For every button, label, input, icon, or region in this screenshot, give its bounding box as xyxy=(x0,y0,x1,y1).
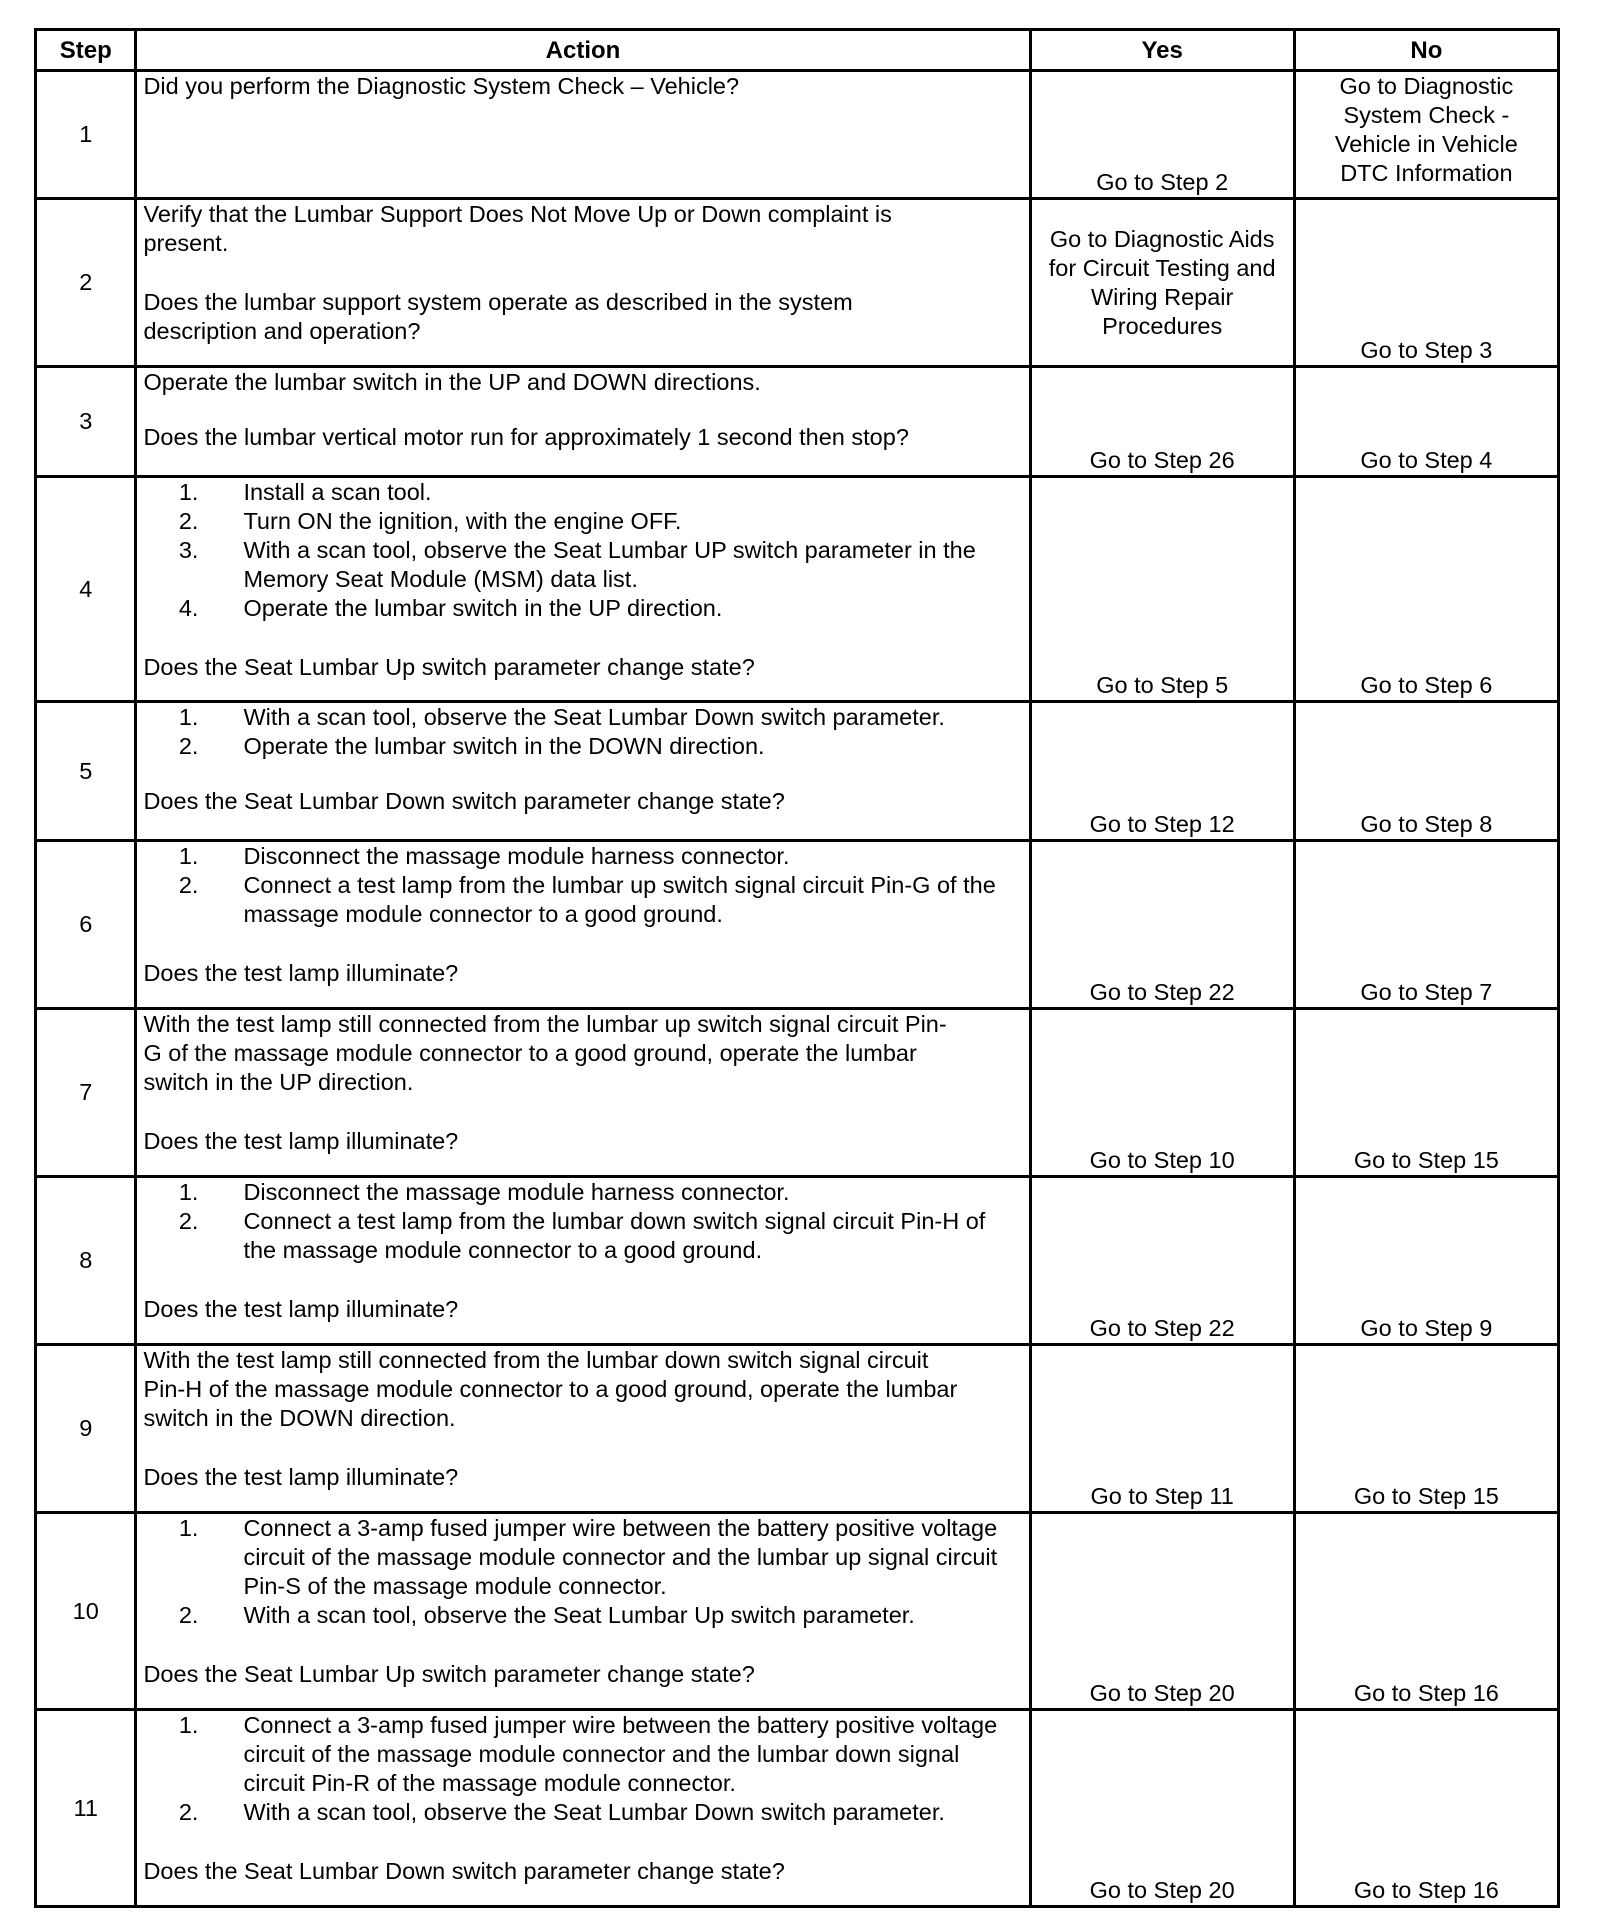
header-yes: Yes xyxy=(1030,30,1294,71)
table-row xyxy=(36,367,1559,477)
no-cell xyxy=(1294,702,1558,841)
yes-cell xyxy=(1030,1177,1294,1345)
list-item-text: With a scan tool, observe the Seat Lumbar UP switch parameter in the Memory Seat Module (MSM) data list. xyxy=(243,537,976,592)
list-item-text: With a scan tool, observe the Seat Lumbar Up switch parameter. xyxy=(243,1602,915,1628)
step-number: 10 xyxy=(36,1513,136,1710)
question xyxy=(143,959,1022,988)
text-line: switch in the UP direction. xyxy=(143,1069,414,1095)
text-line: System Check - xyxy=(1343,102,1510,128)
text-line: Go to Diagnostic Aids xyxy=(1049,225,1275,252)
yes-cell xyxy=(1030,1513,1294,1710)
list-item xyxy=(143,703,1022,732)
list-item-text: Install a scan tool. xyxy=(243,479,432,505)
text-line: Go to Step 11 xyxy=(1090,1483,1234,1509)
question xyxy=(143,1660,1022,1689)
text-line: Verify that the Lumbar Support Does Not Move Up or Down complaint is xyxy=(143,201,892,227)
text-line: description and operation? xyxy=(143,318,421,344)
no-cell xyxy=(1294,1177,1558,1345)
action-cell xyxy=(136,367,1030,477)
question xyxy=(143,653,1022,682)
text-line: for Circuit Testing and xyxy=(1048,254,1276,281)
list-item-number: 2. xyxy=(178,872,199,898)
list-item xyxy=(143,507,1022,536)
diagnostic-table xyxy=(34,28,1560,1908)
table-row xyxy=(36,71,1559,199)
header-step: Step xyxy=(36,30,136,71)
text-line: Go to Step 20 xyxy=(1089,1877,1235,1903)
text-line: Does the Seat Lumbar Up switch parameter change state? xyxy=(143,654,755,680)
question xyxy=(143,1127,1022,1156)
list-item-number: 2. xyxy=(178,1602,199,1628)
list-item-number: 2. xyxy=(178,1208,199,1234)
table-row xyxy=(36,1345,1559,1513)
text-line: Procedures xyxy=(1102,312,1223,339)
list-item-number: 1. xyxy=(178,1515,199,1541)
table-row xyxy=(36,1710,1559,1907)
text-line: Go to Step 9 xyxy=(1360,1315,1493,1341)
text-line: Does the Seat Lumbar Down switch parameter change state? xyxy=(143,788,785,814)
yes-cell xyxy=(1030,1710,1294,1907)
list-item xyxy=(143,1601,1022,1630)
action-cell xyxy=(136,841,1030,1009)
question xyxy=(143,1295,1022,1324)
text-line: switch in the DOWN direction. xyxy=(143,1405,456,1431)
text-line: Go to Step 10 xyxy=(1089,1147,1235,1173)
action-cell xyxy=(136,1345,1030,1513)
text-line: Go to Step 15 xyxy=(1353,1147,1499,1173)
list-item-text: Turn ON the ignition, with the engine OFF. xyxy=(243,508,682,534)
list-item-text: Operate the lumbar switch in the DOWN direction. xyxy=(243,733,765,759)
text-line: Go to Step 6 xyxy=(1360,672,1493,698)
step-number: 4 xyxy=(36,477,136,702)
list-item xyxy=(143,594,1022,623)
text-line: Does the test lamp illuminate? xyxy=(143,1296,459,1322)
text-line: Go to Step 5 xyxy=(1096,672,1229,698)
header-action: Action xyxy=(136,30,1030,71)
action-cell xyxy=(136,71,1030,199)
action-cell xyxy=(136,1177,1030,1345)
text-line: Does the Seat Lumbar Up switch parameter change state? xyxy=(143,1661,755,1687)
question xyxy=(143,288,1022,346)
action-cell xyxy=(136,1513,1030,1710)
list-item xyxy=(143,1798,1022,1827)
list-item-number: 1. xyxy=(178,704,199,730)
yes-cell xyxy=(1030,1009,1294,1177)
text-line: Go to Step 15 xyxy=(1353,1483,1499,1509)
question xyxy=(143,1857,1022,1886)
header-row xyxy=(36,30,1559,71)
text-line: Wiring Repair xyxy=(1090,283,1234,310)
step-number: 1 xyxy=(36,71,136,199)
step-list xyxy=(143,842,1022,929)
text-line: Operate the lumbar switch in the UP and DOWN directions. xyxy=(143,369,761,395)
text-line: Vehicle in Vehicle xyxy=(1334,131,1518,157)
list-item-number: 1. xyxy=(178,1712,199,1738)
list-item-text: With a scan tool, observe the Seat Lumbar Down switch parameter. xyxy=(243,704,945,730)
yes-cell xyxy=(1030,841,1294,1009)
list-item-text: Connect a test lamp from the lumbar down switch signal circuit Pin-H of the massage module connector to a good ground. xyxy=(243,1208,986,1263)
table-row xyxy=(36,1009,1559,1177)
list-item-text: Disconnect the massage module harness connector. xyxy=(243,843,790,869)
yes-cell xyxy=(1030,1345,1294,1513)
no-cell xyxy=(1294,1513,1558,1710)
text-line: Does the test lamp illuminate? xyxy=(143,1128,459,1154)
step-list xyxy=(143,1711,1022,1827)
list-item xyxy=(143,732,1022,761)
step-list xyxy=(143,703,1022,761)
no-cell xyxy=(1294,1710,1558,1907)
list-item xyxy=(143,871,1022,929)
question xyxy=(143,787,1022,816)
list-item xyxy=(143,842,1022,871)
list-item-number: 3. xyxy=(178,537,199,563)
text-line: Go to Step 8 xyxy=(1360,811,1493,837)
list-item-number: 4. xyxy=(178,595,199,621)
list-item-number: 1. xyxy=(178,843,199,869)
step-number: 9 xyxy=(36,1345,136,1513)
list-item-number: 2. xyxy=(178,508,199,534)
action-cell xyxy=(136,477,1030,702)
no-cell xyxy=(1294,199,1558,367)
text-line: Go to Step 7 xyxy=(1360,979,1493,1005)
table-row xyxy=(36,477,1559,702)
text-line: Does the Seat Lumbar Down switch parameter change state? xyxy=(143,1858,785,1884)
text-line: With the test lamp still connected from the lumbar up switch signal circuit Pin- xyxy=(143,1011,947,1037)
list-item-number: 1. xyxy=(178,1179,199,1205)
list-item-number: 1. xyxy=(178,479,199,505)
text-line: Go to Step 20 xyxy=(1089,1680,1235,1706)
question xyxy=(143,423,1022,452)
text-line: Go to Step 22 xyxy=(1089,1315,1235,1341)
text-line: Go to Step 4 xyxy=(1360,447,1493,473)
yes-cell xyxy=(1030,199,1294,367)
text-line: With the test lamp still connected from the lumbar down switch signal circuit xyxy=(143,1347,929,1373)
text-line: Pin-H of the massage module connector to a good ground, operate the lumbar xyxy=(143,1376,958,1402)
list-item xyxy=(143,1207,1022,1265)
list-item-text: Connect a 3-amp fused jumper wire between the battery positive voltage circuit of the massage module connector and the lumbar up signal circuit Pin-S of the massage module connector. xyxy=(243,1515,998,1599)
action-cell xyxy=(136,1710,1030,1907)
step-number: 11 xyxy=(36,1710,136,1907)
text-line: Does the lumbar vertical motor run for approximately 1 second then stop? xyxy=(143,424,909,450)
list-item-text: With a scan tool, observe the Seat Lumbar Down switch parameter. xyxy=(243,1799,945,1825)
step-number: 8 xyxy=(36,1177,136,1345)
text-line: Go to Step 16 xyxy=(1353,1680,1499,1706)
question xyxy=(143,1463,1022,1492)
table-row xyxy=(36,1177,1559,1345)
table-row xyxy=(36,702,1559,841)
text-line: DTC Information xyxy=(1340,160,1513,186)
table-row xyxy=(36,841,1559,1009)
table-row xyxy=(36,1513,1559,1710)
yes-cell xyxy=(1030,367,1294,477)
text-line: Go to Diagnostic xyxy=(1339,73,1514,99)
no-cell xyxy=(1294,367,1558,477)
step-list xyxy=(143,478,1022,623)
text-line: Go to Step 2 xyxy=(1096,169,1229,195)
text-line: Go to Step 22 xyxy=(1089,979,1235,1005)
list-item xyxy=(143,478,1022,507)
action-cell xyxy=(136,199,1030,367)
text-line: Does the test lamp illuminate? xyxy=(143,960,459,986)
table-row xyxy=(36,199,1559,367)
text-line: G of the massage module connector to a good ground, operate the lumbar xyxy=(143,1040,917,1066)
no-cell xyxy=(1294,1345,1558,1513)
no-cell xyxy=(1294,1009,1558,1177)
list-item xyxy=(143,1711,1022,1798)
no-cell xyxy=(1294,71,1558,199)
text-line: Go to Step 12 xyxy=(1089,811,1235,837)
text-line: Go to Step 26 xyxy=(1089,447,1235,473)
yes-cell xyxy=(1030,477,1294,702)
list-item xyxy=(143,1178,1022,1207)
text-line: Did you perform the Diagnostic System Check – Vehicle? xyxy=(143,73,740,99)
list-item xyxy=(143,536,1022,594)
yes-cell xyxy=(1030,71,1294,199)
list-item-text: Connect a 3-amp fused jumper wire between the battery positive voltage circuit of the massage module connector and the lumbar down signal circuit Pin-R of the massage module connector. xyxy=(243,1712,998,1796)
step-number: 3 xyxy=(36,367,136,477)
yes-cell xyxy=(1030,702,1294,841)
no-cell xyxy=(1294,841,1558,1009)
list-item-text: Disconnect the massage module harness connector. xyxy=(243,1179,790,1205)
step-number: 5 xyxy=(36,702,136,841)
header-no: No xyxy=(1294,30,1558,71)
action-cell xyxy=(136,702,1030,841)
list-item-text: Connect a test lamp from the lumbar up switch signal circuit Pin-G of the massage module connector to a good ground. xyxy=(243,872,996,927)
text-line: present. xyxy=(143,230,229,256)
list-item-text: Operate the lumbar switch in the UP direction. xyxy=(243,595,723,621)
action-cell xyxy=(136,1009,1030,1177)
text-line: Does the test lamp illuminate? xyxy=(143,1464,459,1490)
no-cell xyxy=(1294,477,1558,702)
text-line: Go to Step 3 xyxy=(1360,337,1493,363)
list-item-number: 2. xyxy=(178,1799,199,1825)
step-number: 6 xyxy=(36,841,136,1009)
step-list xyxy=(143,1514,1022,1630)
step-number: 2 xyxy=(36,199,136,367)
text-line: Go to Step 16 xyxy=(1353,1877,1499,1903)
text-line: Does the lumbar support system operate as described in the system xyxy=(143,289,853,315)
list-item-number: 2. xyxy=(178,733,199,759)
step-list xyxy=(143,1178,1022,1265)
step-number: 7 xyxy=(36,1009,136,1177)
list-item xyxy=(143,1514,1022,1601)
